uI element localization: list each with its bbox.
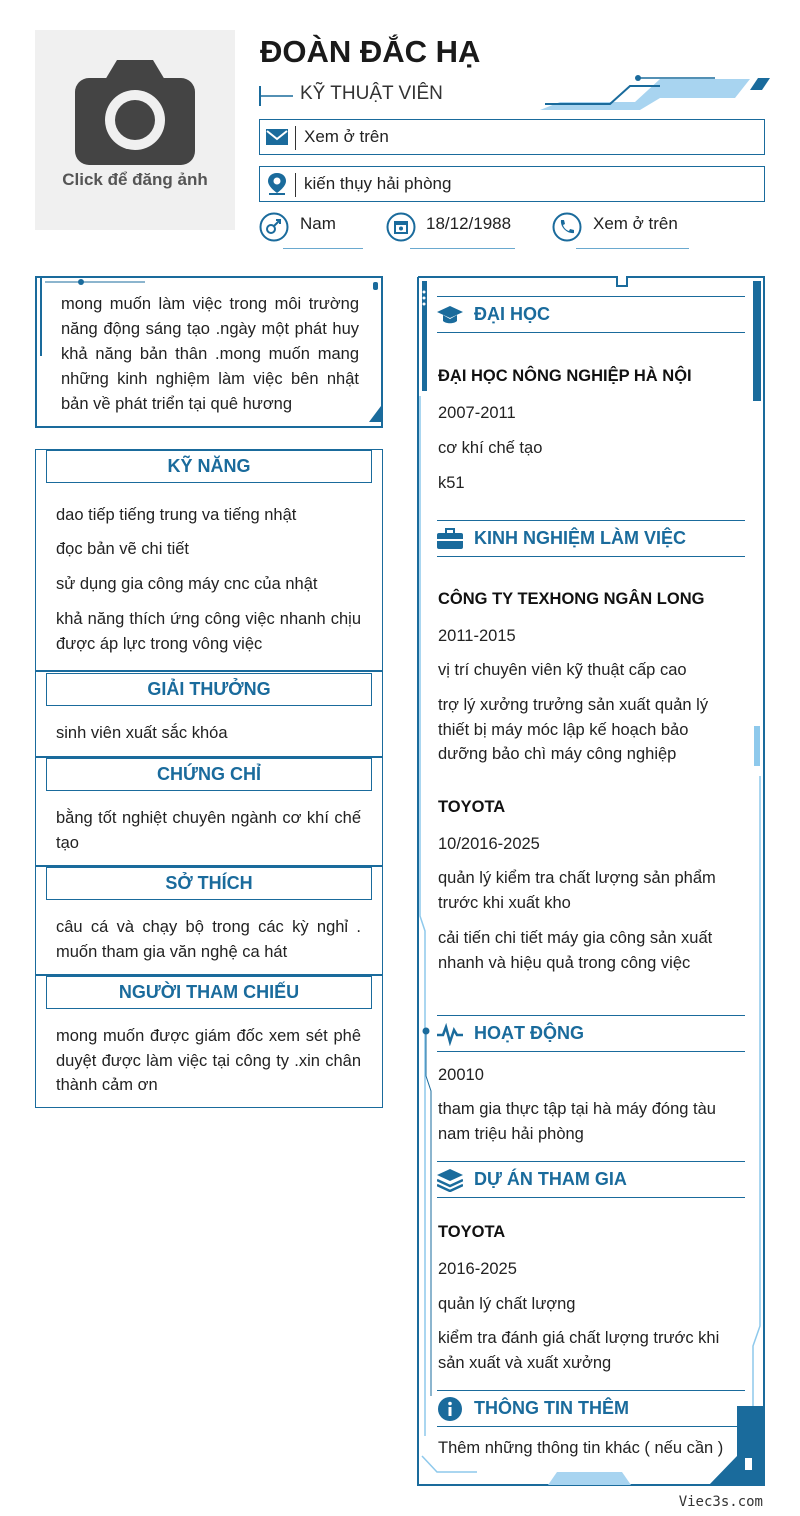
job-company: CÔNG TY TEXHONG NGÂN LONG	[438, 590, 705, 608]
project-period: 2016-2025	[438, 1260, 517, 1278]
awards-text: sinh viên xuất sắc khóa	[56, 724, 228, 742]
site-watermark: Viec3s.com	[678, 1494, 763, 1510]
info-icon	[437, 1397, 463, 1421]
email-field[interactable]	[259, 119, 765, 155]
skill-item: khả năng thích ứng công việc nhanh chịu được áp lực trong vông việc	[56, 610, 361, 653]
skill-item: sử dụng gia công máy cnc của nhật	[56, 575, 318, 593]
project-text: kiểm tra đánh giá chất lượng trước khi sản xuất và xuất xưởng	[438, 1329, 720, 1372]
layers-icon	[437, 1168, 463, 1192]
title-line-decoration	[259, 86, 295, 106]
job-detail: trợ lý xưởng trưởng sản xuất quản lý thiết bị máy móc lập kế hoạch bảo dưỡng bảo chì máy công nghiệp	[438, 696, 709, 763]
certificates-text: bằng tốt nghiệt chuyên ngành cơ khí chế tạo	[56, 809, 361, 852]
education-school: ĐẠI HỌC NÔNG NGHIỆP HÀ NỘI	[438, 367, 692, 385]
job-title: KỸ THUẬT VIÊN	[300, 83, 443, 104]
phone-value: Xem ở trên	[593, 214, 678, 233]
avatar-upload[interactable]	[35, 30, 235, 230]
education-period: 2007-2011	[438, 404, 516, 422]
activity-period: 20010	[438, 1066, 484, 1084]
extra-info-title: THÔNG TIN THÊM	[474, 1398, 629, 1418]
location-pin-icon	[264, 172, 290, 196]
briefcase-icon	[437, 527, 463, 551]
awards-heading: GIẢI THƯỞNG	[46, 673, 372, 706]
references-heading: NGƯỜI THAM CHIẾU	[46, 976, 372, 1009]
activity-text: tham gia thực tập tại hà máy đóng tàu nam triệu hải phòng	[438, 1100, 716, 1143]
circuit-decoration	[540, 74, 770, 114]
calendar-icon	[386, 212, 416, 242]
career-objective-text: mong muốn làm việc trong môi trường năng động sáng tạo .ngày một phát huy khả năng bản thân .mong muốn mang những kinh nghiệm làm việc bên nhật bản về phát triển tại quê hương	[61, 295, 359, 413]
job-detail: quản lý kiểm tra chất lượng sản phẩm trước khi xuất kho	[438, 869, 716, 912]
email-value: Xem ở trên	[304, 127, 389, 146]
job-company: TOYOTA	[438, 798, 506, 816]
projects-heading	[437, 1161, 745, 1198]
certificates-heading: CHỨNG CHỈ	[46, 758, 372, 791]
gender-icon	[259, 212, 289, 242]
activities-heading	[437, 1015, 745, 1052]
education-title: ĐẠI HỌC	[474, 304, 550, 324]
camera-icon	[75, 60, 195, 165]
education-heading	[437, 296, 745, 333]
pulse-icon	[437, 1022, 463, 1046]
skill-item: đọc bản vẽ chi tiết	[56, 540, 189, 558]
experience-heading	[437, 520, 745, 557]
hobbies-text: câu cá và chạy bộ trong các kỳ nghỉ . muốn tham gia văn nghệ ca hát	[56, 918, 361, 961]
hobbies-heading: SỞ THÍCH	[46, 867, 372, 900]
extra-info-text: Thêm những thông tin khác ( nếu cần )	[438, 1439, 724, 1457]
address-value: kiến thụy hải phòng	[304, 174, 452, 193]
candidate-name: ĐOÀN ĐẮC HẠ	[260, 34, 481, 69]
references-text: mong muốn được giám đốc xem sét phê duyệt được làm việc tại công ty .xin chân thành cảm ơn	[56, 1027, 361, 1094]
job-detail: cải tiến chi tiết máy gia công sản xuất nhanh và hiệu quả trong công việc	[438, 929, 713, 972]
envelope-icon	[264, 125, 290, 149]
career-objective-box	[35, 276, 383, 428]
skills-heading: KỸ NĂNG	[46, 450, 372, 483]
project-name: TOYOTA	[438, 1223, 506, 1241]
skill-item: dao tiếp tiếng trung va tiếng nhật	[56, 506, 297, 524]
phone-icon	[552, 212, 582, 242]
education-note: k51	[438, 474, 465, 492]
birthday-value: 18/12/1988	[426, 214, 512, 233]
extra-info-heading	[437, 1390, 745, 1427]
projects-title: DỰ ÁN THAM GIA	[474, 1169, 627, 1189]
gender-value: Nam	[300, 214, 336, 233]
experience-title: KINH NGHIỆM LÀM VIỆC	[474, 528, 687, 548]
activities-title: HOẠT ĐỘNG	[474, 1023, 584, 1043]
education-major: cơ khí chế tạo	[438, 439, 543, 457]
job-period: 2011-2015	[438, 627, 516, 645]
address-field[interactable]	[259, 166, 765, 202]
avatar-caption: Click để đăng ảnh	[62, 170, 208, 189]
graduation-cap-icon	[437, 303, 463, 327]
job-period: 10/2016-2025	[438, 835, 540, 853]
job-detail: vị trí chuyên viên kỹ thuật cấp cao	[438, 661, 687, 679]
project-role: quản lý chất lượng	[438, 1295, 576, 1313]
